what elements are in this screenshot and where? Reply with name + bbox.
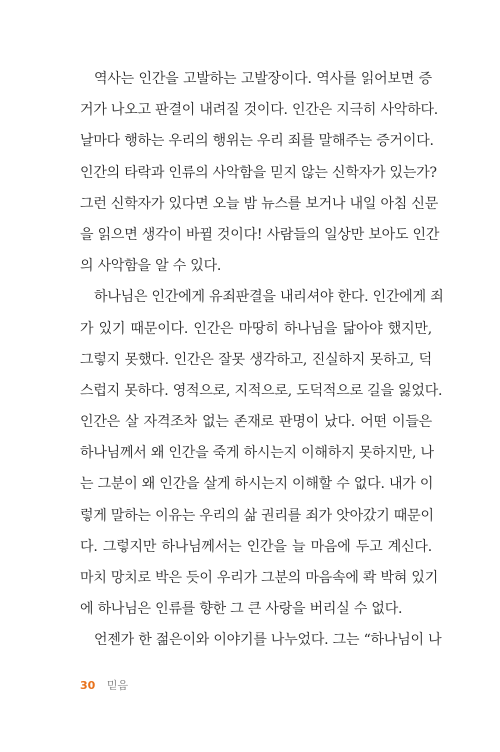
text-line: 가 있기 때문이다. 인간은 마땅히 하나님을 닮아야 했지만, (80, 320, 432, 337)
paragraph-3 (80, 625, 442, 656)
text-line: 언젠가 한 젊은이와 이야기를 나누었다. 그는 “하나님이 나 (94, 632, 442, 649)
text-line: 다. 그렇지만 하나님께서는 인간을 늘 마음에 두고 계신다. (80, 538, 432, 555)
running-title: 믿음 (106, 679, 129, 692)
paragraph-2 (80, 282, 444, 625)
text-line: 렇게 말하는 이유는 우리의 삶 권리를 죄가 앗아갔기 때문이 (80, 507, 434, 524)
text-line: 에 하나님은 인류를 향한 그 큰 사랑을 버리실 수 없다. (80, 601, 403, 618)
text-line: 날마다 행하는 우리의 행위는 우리 죄를 말해주는 증거이다. (80, 133, 434, 150)
text-line: 마치 망치로 박은 듯이 우리가 그분의 마음속에 콱 박혀 있기 (80, 570, 439, 586)
text-line: 하나님은 인간에게 유죄판결을 내리셔야 한다. 인간에게 죄 (94, 289, 444, 306)
text-line: 그렇지 못했다. 인간은 잘못 생각하고, 진실하지 못하고, 덕 (80, 351, 432, 368)
page-footer (80, 679, 128, 693)
text-line: 하나님께서 왜 인간을 죽게 하시는지 이해하지 못하지만, 나 (80, 445, 434, 462)
text-line: 인간의 타락과 인류의 사악함을 믿지 않는 신학자가 있는가? (80, 164, 437, 181)
text-line: 을 읽으면 생각이 바뀔 것이다! 사람들의 일상만 보아도 인간 (80, 226, 440, 243)
text-line: 그런 신학자가 있다면 오늘 밤 뉴스를 보거나 내일 아침 신문 (80, 195, 439, 212)
page-number: 30 (80, 679, 96, 692)
text-line: 역사는 인간을 고발하는 고발장이다. 역사를 읽어보면 증 (94, 71, 432, 87)
text-line: 스럽지 못하다. 영적으로, 지적으로, 도덕적으로 길을 잃었다. (80, 382, 443, 399)
text-line: 는 그분이 왜 인간을 살게 하시는지 이해할 수 없다. 내가 이 (80, 476, 434, 493)
paragraph-1 (80, 64, 440, 282)
text-line: 거가 나오고 판결이 내려질 것이다. 인간은 지극히 사악하다. (80, 102, 439, 119)
page-body (80, 64, 444, 657)
text-line: 인간은 살 자격조차 없는 존재로 판명이 났다. 어떤 이들은 (80, 414, 432, 431)
text-line: 의 사악함을 알 수 있다. (80, 258, 222, 275)
